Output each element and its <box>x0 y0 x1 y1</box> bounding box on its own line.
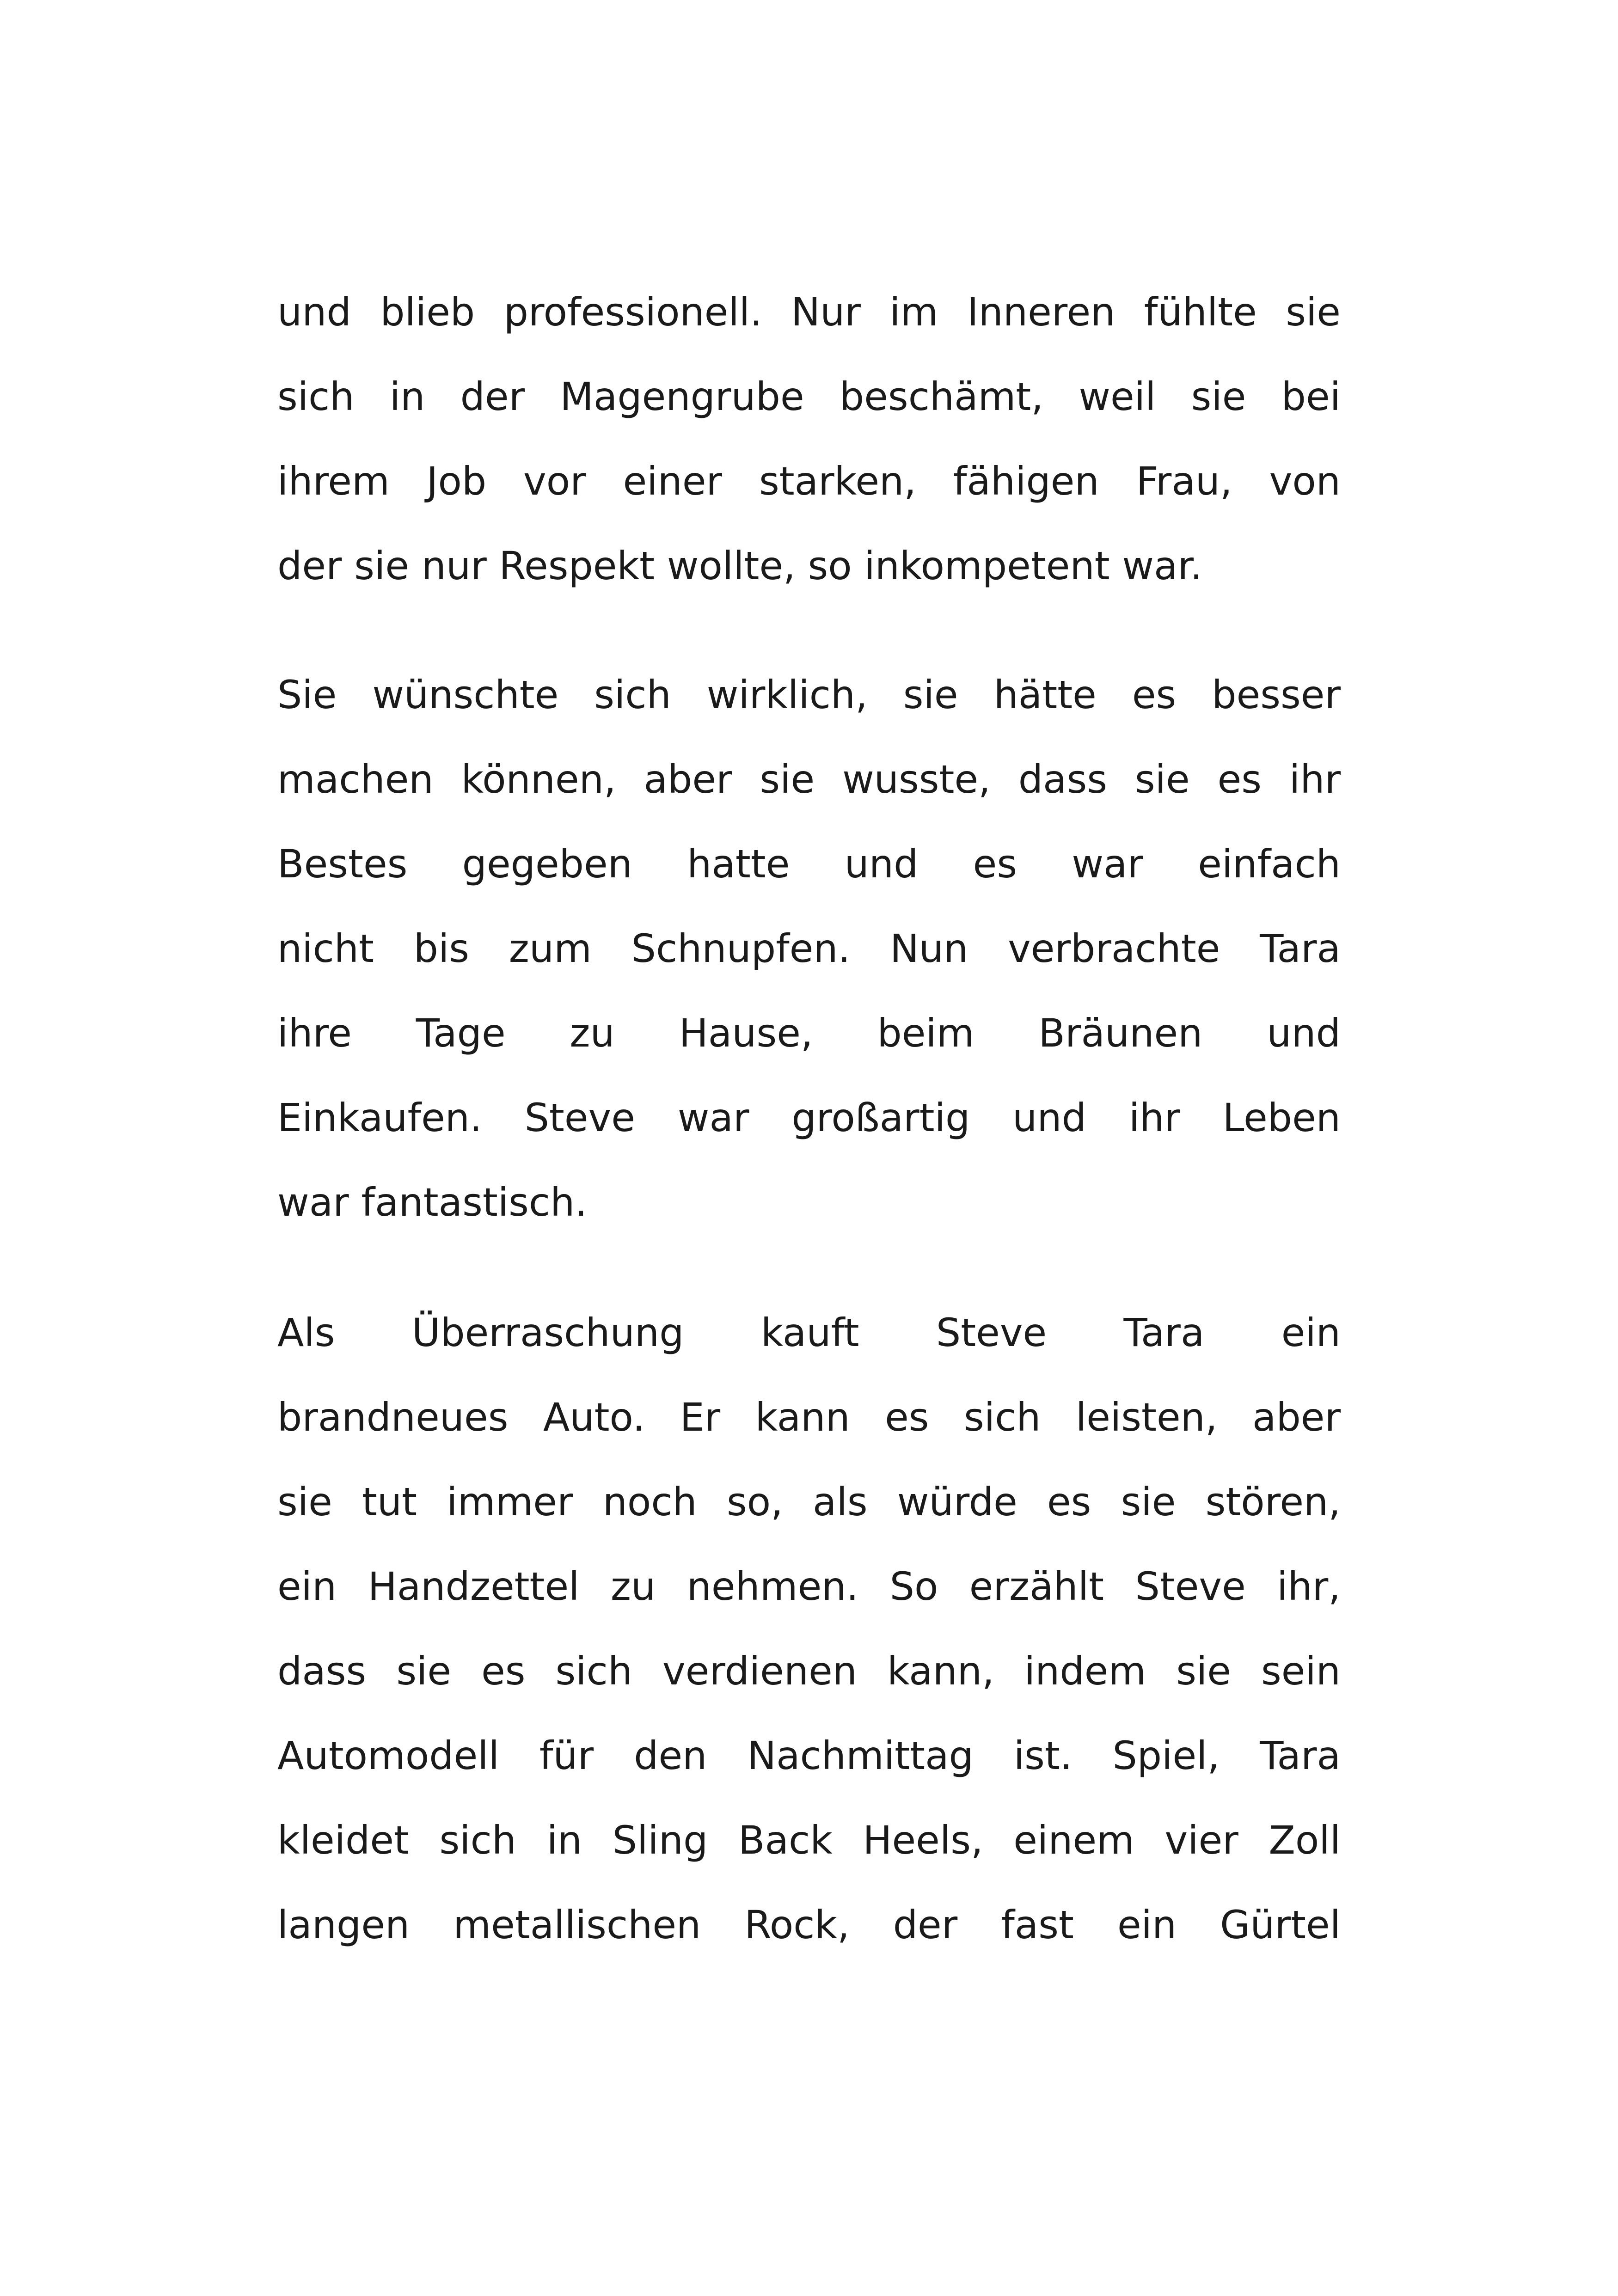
paragraph-1-line-1: und blieb professionell. Nur im Inneren fühlte sie <box>277 289 1341 335</box>
paragraph-3-line-6: Automodell für den Nachmittag ist. Spiel, Tara <box>277 1733 1341 1778</box>
paragraph-2-line-5: ihre Tage zu Hause, beim Bräunen und <box>277 1010 1341 1056</box>
paragraph-2-line-1: Sie wünschte sich wirklich, sie hätte es besser <box>277 672 1341 717</box>
paragraph-1-line-3: ihrem Job vor einer starken, fähigen Frau, von <box>277 459 1341 504</box>
paragraph-1-line-2: sich in der Magengrube beschämt, weil sie bei <box>277 374 1341 419</box>
paragraph-2-line-6: Einkaufen. Steve war großartig und ihr Leben <box>277 1095 1341 1140</box>
paragraph-3-line-2: brandneues Auto. Er kann es sich leisten, aber <box>277 1395 1341 1440</box>
paragraph-3-line-5: dass sie es sich verdienen kann, indem sie sein <box>277 1648 1341 1694</box>
paragraph-3-line-4: ein Handzettel zu nehmen. So erzählt Steve ihr, <box>277 1564 1341 1609</box>
paragraph-2-line-4: nicht bis zum Schnupfen. Nun verbrachte Tara <box>277 926 1341 971</box>
paragraph-3-line-7: kleidet sich in Sling Back Heels, einem vier Zoll <box>277 1818 1341 1863</box>
paragraph-3-line-3: sie tut immer noch so, als würde es sie stören, <box>277 1479 1341 1525</box>
paragraph-1-line-4: der sie nur Respekt wollte, so inkompetent war. <box>277 543 1203 588</box>
paragraph-3-line-8: langen metallischen Rock, der fast ein Gürtel <box>277 1902 1341 1947</box>
paragraph-2-line-3: Bestes gegeben hatte und es war einfach <box>277 841 1341 887</box>
paragraph-2-line-7: war fantastisch. <box>277 1180 588 1225</box>
paragraph-3-line-1: Als Überraschung kauft Steve Tara ein <box>277 1310 1341 1355</box>
paragraph-2-line-2: machen können, aber sie wusste, dass sie es ihr <box>277 757 1341 802</box>
